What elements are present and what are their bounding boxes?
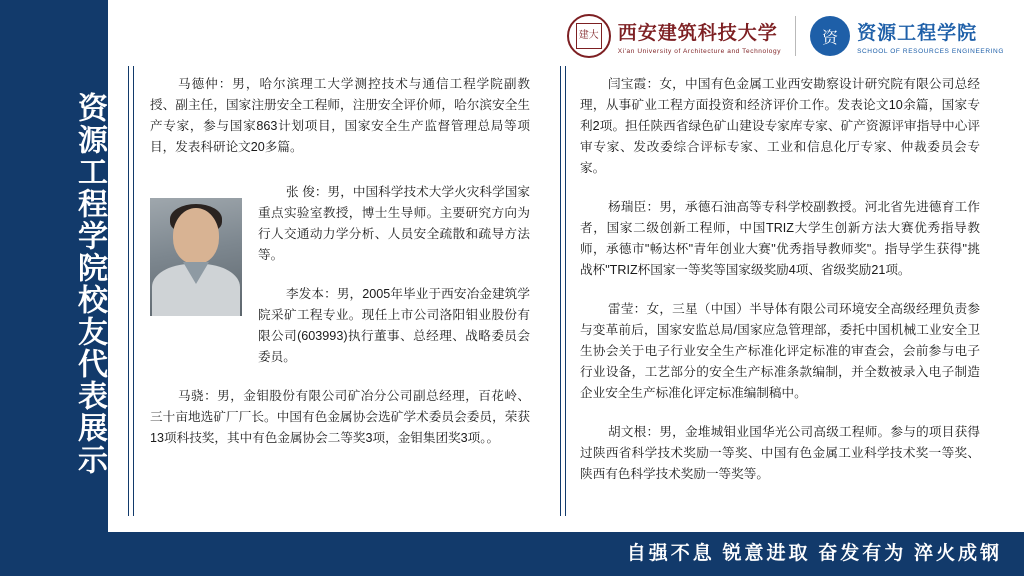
alumni-entry: 马德仲：男，哈尔滨理工大学测控技术与通信工程学院副教授、副主任，国家注册安全工程师，注册安全评价师，哈尔滨安全生产专家，参与国家863计划项目，国家安全生产监督管理总局等项目，发表科研论文20多篇。	[150, 77, 530, 154]
divider-left-inner	[133, 66, 134, 516]
right-entry-column	[580, 74, 980, 503]
alumni-entry: 马骁：男，金钼股份有限公司矿冶分公司副总经理，百花岭、三十亩地选矿厂厂长。中国有色金属协会选矿学术委员会委员，荣获13项科技奖，其中有色金属协会二等奖3项，金钼集团奖3项。。	[150, 389, 530, 445]
alumni-entry: 杨瑞臣：男，承德石油高等专科学校副教授。河北省先进德育工作者，国家二级创新工程师，中国TRIZ大学生创新方法大赛优秀指导教师，承德市"畅达杯"青年创业大赛"优秀指导教师奖"。指导学生获得"挑战杯"TRIZ杯国家一等奖等国家级奖励4项、省级奖励21项。	[580, 200, 980, 277]
alumni-entry: 张 俊：男，中国科学技术大学火灾科学国家重点实验室教授，博士生导师。主要研究方向为行人交通动力学分析、人员安全疏散和疏导方法等。	[258, 185, 530, 262]
university-name-en: Xi'an University of Architecture and Technology	[617, 47, 782, 55]
alumni-entry: 李发本：男，2005年毕业于西安冶金建筑学院采矿工程专业。现任上市公司洛阳钼业股份有限公司(603993)执行董事、总经理、战略委员会委员。	[258, 287, 530, 364]
divider-middle-inner	[565, 66, 566, 516]
school-logo	[810, 16, 1004, 56]
bottom-slogan: 自强不息 锐意进取 奋发有为 淬火成钢	[626, 543, 1002, 564]
left-entry-column	[150, 74, 530, 467]
university-seal-icon	[567, 14, 611, 58]
university-logo	[567, 14, 781, 58]
logo-separator	[795, 16, 796, 56]
divider-middle-outer	[560, 66, 561, 516]
header-logos	[567, 14, 1004, 58]
left-title-bar	[0, 0, 108, 576]
alumni-entry: 胡文根：男，金堆城钼业国华光公司高级工程师。参与的项目获得过陕西省科学技术奖励一等奖、中国有色金属工业科学技术奖一等奖、陕西有色科学技术奖励一等奖等。	[580, 425, 980, 481]
school-name-en: SCHOOL OF RESOURCES ENGINEERING	[857, 47, 1004, 55]
school-name-cn: 资源工程学院	[857, 22, 978, 44]
school-badge-icon: 资	[810, 16, 850, 56]
slide-vertical-title: 资源工程学院校友代表展示	[73, 92, 106, 476]
university-seal-text: 建大	[576, 23, 602, 49]
divider-left-outer	[128, 66, 129, 516]
university-name-cn: 西安建筑科技大学	[617, 22, 778, 44]
alumni-entry: 雷莹：女，三星（中国）半导体有限公司环境安全高级经理负责参与变革前后，国家安监总局/国家应急管理部，委托中国机械工业安全卫生协会关于电子行业安全生产标准化评定标准的审查会，会前参与电子行业设备，工艺部分的安全生产标准条款编制，并全数被录入电子制造企业安全生产标准化评定标准编制稿中。	[580, 302, 980, 400]
bottom-band	[0, 532, 1024, 576]
alumni-entry: 闫宝霞：女，中国有色金属工业西安勘察设计研究院有限公司总经理，从事矿业工程方面投资和经济评价工作。发表论文10余篇，国家专利2项。担任陕西省绿色矿山建设专家库专家、矿产资源评审指导中心评审专家、发改委综合评标专家、工业和信息化厅专家、仲裁委员会专家。	[580, 77, 980, 175]
